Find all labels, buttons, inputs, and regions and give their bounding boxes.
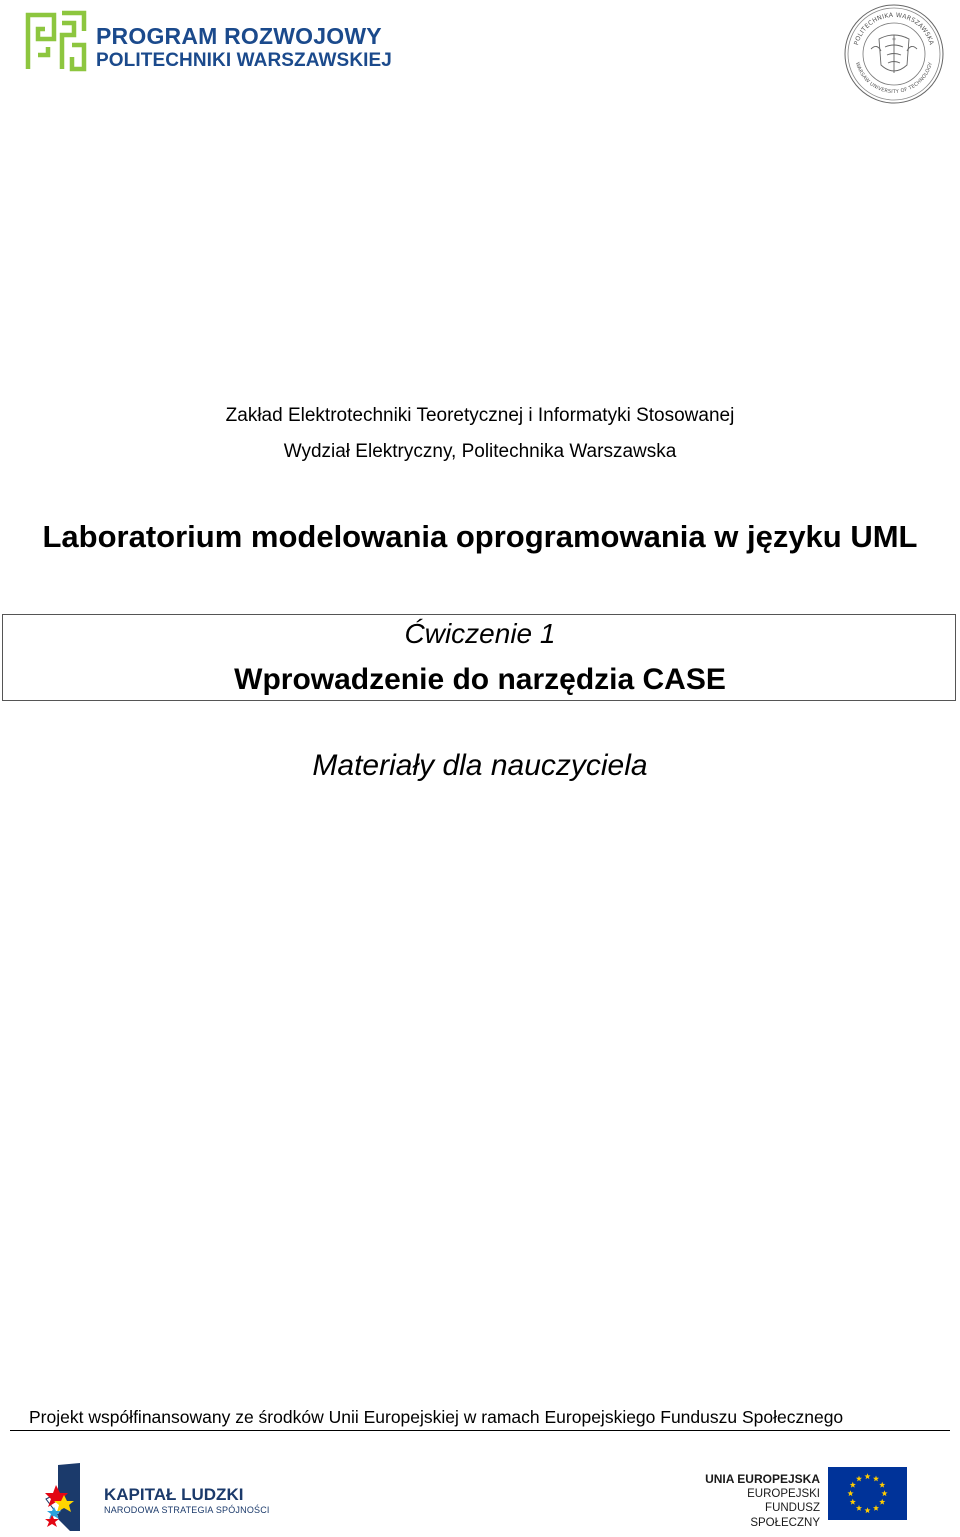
eu-fund-label [700, 1472, 820, 1530]
svg-text:WARSAW UNIVERSITY OF TECHNOLOG: WARSAW UNIVERSITY OF TECHNOLOGY [853, 61, 935, 96]
cofinancing-note: Projekt współfinansowany ze środków Unii Europejskiej w ramach Europejskiego Funduszu Społecznego [29, 1407, 844, 1427]
lab-title: Laboratorium modelowania oprogramowania w języku UML [42, 519, 918, 554]
footer-divider [10, 1430, 950, 1431]
kapital-ludzki-mark-icon [44, 1463, 100, 1531]
kapital-ludzki-logo [44, 1463, 270, 1531]
svg-text:POLITECHNIKA WARSZAWSKA: POLITECHNIKA WARSZAWSKA [853, 11, 935, 47]
program-rozwojowy-logo [24, 9, 392, 73]
materials-subtitle: Materiały dla nauczyciela [312, 749, 648, 782]
program-logo-mark-icon [24, 9, 88, 73]
eu-label-line2: EUROPEJSKI [747, 1487, 820, 1500]
exercise-label: Ćwiczenie 1 [404, 618, 556, 649]
kapital-ludzki-subtitle: NARODOWA STRATEGIA SPÓJNOŚCI [104, 1505, 270, 1515]
faculty-name: Wydział Elektryczny, Politechnika Warszawska [283, 441, 677, 462]
eu-label-line1: UNIA EUROPEJSKA [705, 1472, 820, 1486]
exercise-title: Wprowadzenie do narzędzia CASE [234, 663, 726, 696]
eu-flag-icon [828, 1467, 907, 1520]
eu-label-line3: FUNDUSZ SPOŁECZNY [750, 1502, 820, 1529]
program-logo-line1: PROGRAM ROZWOJOWY [96, 23, 382, 49]
university-seal-icon [843, 3, 945, 105]
department-name: Zakład Elektrotechniki Teoretycznej i Informatyki Stosowanej [225, 405, 735, 426]
kapital-ludzki-name: KAPITAŁ LUDZKI [104, 1485, 244, 1504]
program-logo-line2: POLITECHNIKI WARSZAWSKIEJ [96, 50, 392, 71]
